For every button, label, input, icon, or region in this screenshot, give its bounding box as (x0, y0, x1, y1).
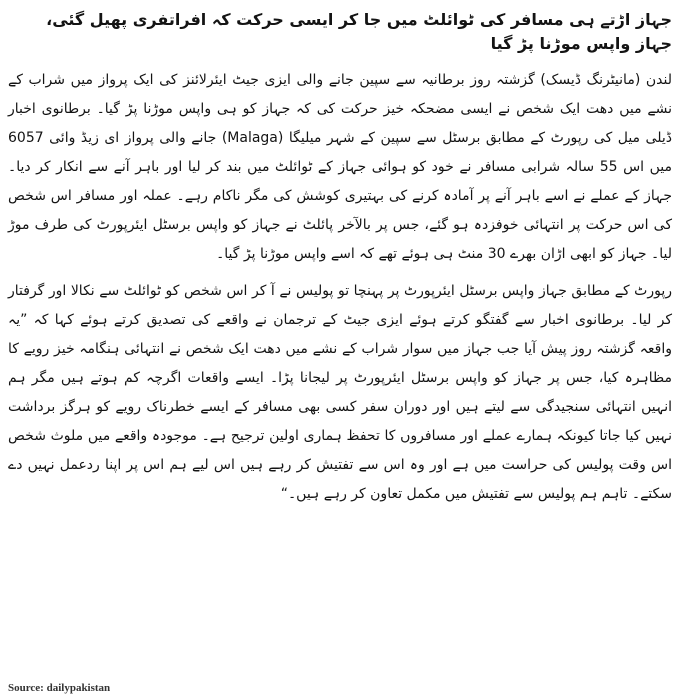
source-credit: Source: dailypakistan (8, 682, 111, 694)
news-article (8, 8, 672, 690)
article-paragraph-1: لندن (مانیٹرنگ ڈیسک) گزشتہ روز برطانیہ سے سپین جانے والی ایزی جیٹ ایئرلائنز کی ایک پرواز میں شراب کے نشے میں دھت ایک شخص نے ایسی مضحکہ خیز حرکت کی کہ جہاز کو ہی واپس موڑنا پڑ گیا۔ برطانوی اخبار ڈیلی میل کی رپورٹ کے مطابق برسٹل سے سپین کے شہر میلیگا (Malaga) جانے والی پرواز ای زیڈ وائی 6057 میں اس 55 سالہ شرابی مسافر نے خود کو ہوائی جہاز کے ٹوائلٹ میں بند کر لیا اور باہر آنے سے انکار کر دیا۔ جہاز کے عملے نے اسے باہر آنے پر آمادہ کرنے کی بہتیری کوشش کی مگر ناکام رہے۔ عملہ اور مسافر اس شخص کی اس حرکت پر انتہائی خوفزدہ ہو گئے، جس پر بالآخر پائلٹ نے جہاز کو واپس برسٹل ایئرپورٹ کی طرف موڑ لیا۔ جہاز کو ابھی اڑان بھرے 30 منٹ ہی ہوئے تھے کہ اسے واپس موڑنا پڑ گیا۔ (8, 72, 672, 262)
article-headline: جہاز اڑتے ہی مسافر کی ٹوائلٹ میں جا کر ایسی حرکت کہ افراتفری پھیل گئی، جہاز واپس موڑنا پڑ گیا (46, 10, 672, 53)
article-paragraph-2: رپورٹ کے مطابق جہاز واپس برسٹل ایئرپورٹ پر پہنچا تو پولیس نے آ کر اس شخص کو ٹوائلٹ سے نکالا اور گرفتار کر لیا۔ برطانوی اخبار سے گفتگو کرتے ہوئے ایزی جیٹ کے ترجمان نے واقعے کی تصدیق کرتے ہوئے کہا کہ ”یہ واقعہ گزشتہ روز پیش آیا جب جہاز میں سوار شراب کے نشے میں دھت ایک شخص نے انتہائی ہنگامہ خیز رویے کا مظاہرہ کیا، جس پر جہاز کو واپس برسٹل ایئرپورٹ پر لیجانا پڑا۔ ایسے واقعات اگرچہ کم ہوتے ہیں مگر ہم انہیں انتہائی سنجیدگی سے لیتے ہیں اور دوران سفر کسی بھی مسافر کے ایسے خطرناک رویے کو ہرگز برداشت نہیں کیا جاتا کیونکہ ہمارے عملے اور مسافروں کا تحفظ ہماری اولین ترجیح ہے۔ موجودہ واقعے میں ملوث شخص اس وقت پولیس کی حراست میں ہے اور وہ اس سے تفتیش کر رہے ہیں اس لیے ہم اس پر اپنا ردعمل نہیں دے سکتے۔ تاہم ہم پولیس سے تفتیش میں مکمل تعاون کر رہے ہیں۔“ (8, 283, 672, 502)
